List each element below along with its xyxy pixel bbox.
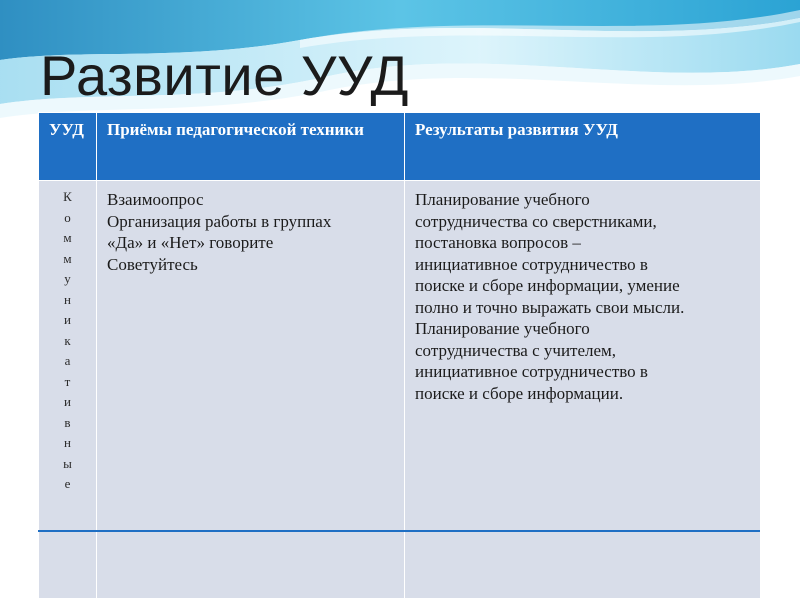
category-letter: в [64,414,71,430]
table-bottom-rule [38,530,760,532]
result-line: поиске и сборе информации, умение [415,276,680,295]
result-line: Планирование учебного [415,319,590,338]
category-cell [39,181,97,599]
table-header-row [39,113,761,181]
header-uud: УУД [39,113,97,181]
result-line: поиске и сборе информации. [415,383,624,403]
result-line: Планирование учебного [415,190,590,209]
table-row [39,181,761,599]
result-line: постановка вопросов – [415,233,581,252]
technique-line: Организация работы в группах [107,211,332,231]
category-letter: а [64,353,71,368]
category-letter: ы [63,455,72,471]
category-letter: у [64,271,71,286]
category-letter: м [63,230,72,245]
category-letter: и [64,312,71,327]
header-techniques: Приёмы педагогической техники [97,113,405,181]
category-letter: о [64,209,71,225]
result-line: сотрудничества с учителем, [415,340,617,360]
category-letter: н [64,435,71,450]
category-letter: н [64,291,71,307]
category-letter: и [64,394,71,409]
result-line: сотрудничества со сверстниками, [415,211,657,231]
header-results: Результаты развития УУД [405,113,761,181]
category-vertical-text [39,187,96,495]
slide-title: Развитие УУД [40,44,409,107]
results-cell [405,181,761,599]
category-letter: е [64,476,71,491]
category-letter: т [64,373,71,389]
technique-line: Советуйтесь [107,254,198,274]
techniques-cell [97,181,405,599]
result-line: инициативное сотрудничество в [415,254,648,274]
result-line: полно и точно выражать свои мысли. [415,297,685,317]
result-line: инициативное сотрудничество в [415,362,648,381]
category-letter: м [63,250,72,266]
technique-line: «Да» и «Нет» говорите [107,233,274,252]
category-letter: к [64,332,71,348]
uud-table [38,112,761,599]
category-letter: К [63,189,72,204]
technique-line: Взаимоопрос [107,190,204,209]
